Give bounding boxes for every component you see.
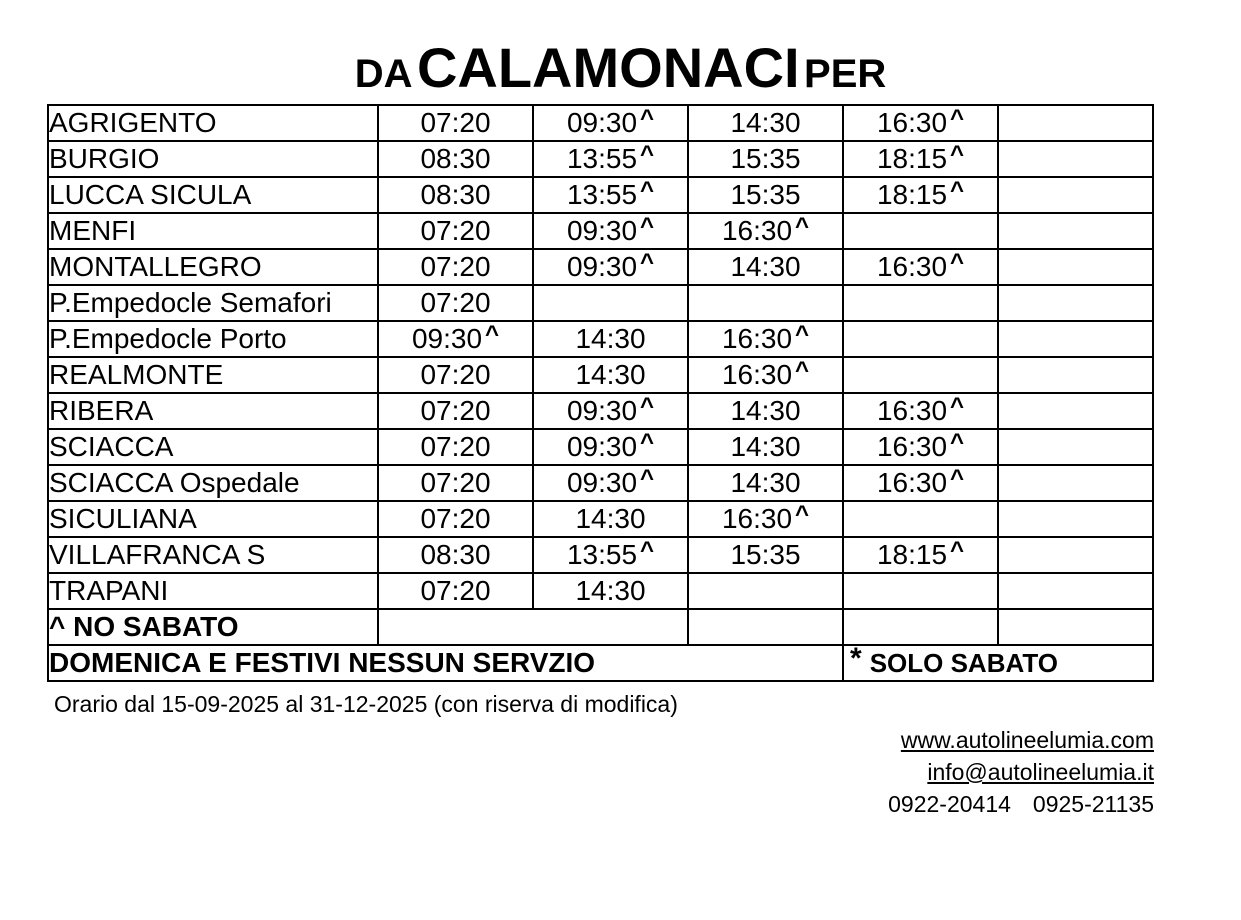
no-saturday-marker: ^	[795, 357, 810, 384]
departure-time: 09:30	[411, 323, 483, 354]
departure-time-cell	[378, 321, 533, 357]
departure-time: 16:30	[721, 503, 793, 534]
departure-time: 07:20	[420, 287, 491, 318]
departure-time-cell	[533, 501, 688, 537]
departure-time-cell	[688, 429, 843, 465]
table-row	[48, 465, 1153, 501]
page-title	[0, 36, 1241, 99]
table-row	[48, 357, 1153, 393]
departure-time-cell	[378, 465, 533, 501]
departure-time-cell	[533, 429, 688, 465]
departure-time-cell	[533, 393, 688, 429]
departure-time: 07:20	[420, 395, 491, 426]
departure-time: 07:20	[420, 467, 491, 498]
departure-time: 09:30	[566, 251, 638, 282]
departure-time: 16:30	[876, 431, 948, 462]
destination-cell: MONTALLEGRO	[48, 249, 378, 285]
departure-time: 16:30	[876, 251, 948, 282]
empty-cell	[998, 609, 1153, 645]
departure-time-cell	[843, 177, 998, 213]
departure-time-cell	[998, 573, 1153, 609]
departure-time-cell	[688, 501, 843, 537]
departure-time-cell	[843, 573, 998, 609]
no-saturday-marker: ^	[640, 141, 655, 168]
departure-time: 07:20	[420, 359, 491, 390]
departure-time: 09:30	[566, 431, 638, 462]
departure-time: 14:30	[575, 323, 646, 354]
departure-time-cell	[843, 393, 998, 429]
departure-time-cell	[688, 465, 843, 501]
departure-time: 16:30	[721, 215, 793, 246]
departure-time-cell	[843, 357, 998, 393]
departure-time: 16:30	[721, 323, 793, 354]
departure-time-cell	[843, 501, 998, 537]
phone-numbers	[888, 788, 1154, 820]
departure-time: 16:30	[876, 395, 948, 426]
departure-time-cell	[378, 573, 533, 609]
destination-cell: MENFI	[48, 213, 378, 249]
departure-time-cell	[378, 429, 533, 465]
no-saturday-marker: ^	[485, 321, 500, 348]
table-row	[48, 393, 1153, 429]
destination-cell: SCIACCA Ospedale	[48, 465, 378, 501]
phone-number: 0922-20414	[888, 791, 1011, 817]
table-row	[48, 573, 1153, 609]
table-row	[48, 429, 1153, 465]
title-town: CALAMONACI	[416, 36, 800, 99]
destination-cell: AGRIGENTO	[48, 105, 378, 141]
destination-cell: BURGIO	[48, 141, 378, 177]
departure-time: 13:55	[566, 179, 638, 210]
departure-time: 14:30	[730, 107, 801, 138]
departure-time-cell	[843, 465, 998, 501]
departure-time-cell	[998, 537, 1153, 573]
departure-time: 14:30	[575, 359, 646, 390]
departure-time-cell	[998, 429, 1153, 465]
departure-time-cell	[688, 213, 843, 249]
email-link[interactable]: info@autolineelumia.it	[927, 759, 1154, 785]
table-row	[48, 249, 1153, 285]
departure-time-cell	[378, 537, 533, 573]
departure-time-cell	[998, 213, 1153, 249]
departure-time: 07:20	[420, 431, 491, 462]
timetable	[47, 104, 1154, 682]
departure-time-cell	[533, 357, 688, 393]
departure-time-cell	[843, 249, 998, 285]
no-saturday-marker: ^	[795, 321, 810, 348]
departure-time: 14:30	[575, 503, 646, 534]
website-link[interactable]: www.autolineelumia.com	[900, 727, 1154, 753]
title-prefix: DA	[354, 52, 413, 96]
saturday-only-label: SOLO SABATO	[869, 648, 1058, 678]
departure-time-cell	[533, 213, 688, 249]
departure-time: 07:20	[420, 503, 491, 534]
departure-time-cell	[378, 177, 533, 213]
departure-time: 09:30	[566, 215, 638, 246]
no-saturday-legend: ^ NO SABATO	[48, 609, 378, 645]
no-saturday-marker: ^	[640, 213, 655, 240]
departure-time-cell	[378, 501, 533, 537]
departure-time: 18:15	[876, 179, 948, 210]
departure-time-cell	[843, 285, 998, 321]
departure-time: 18:15	[876, 539, 948, 570]
departure-time-cell	[533, 105, 688, 141]
no-saturday-marker: ^	[950, 429, 965, 456]
empty-cell	[843, 609, 998, 645]
table-row	[48, 321, 1153, 357]
empty-cell	[378, 609, 688, 645]
departure-time-cell	[688, 357, 843, 393]
destination-cell: P.Empedocle Semafori	[48, 285, 378, 321]
table-row	[48, 141, 1153, 177]
departure-time: 08:30	[420, 539, 491, 570]
empty-cell	[688, 609, 843, 645]
departure-time: 16:30	[876, 107, 948, 138]
departure-time-cell	[998, 465, 1153, 501]
timetable-body	[48, 105, 1153, 681]
no-saturday-marker: ^	[640, 105, 655, 132]
departure-time: 15:35	[730, 539, 801, 570]
table-row	[48, 105, 1153, 141]
departure-time-cell	[378, 393, 533, 429]
departure-time-cell	[843, 105, 998, 141]
no-saturday-marker: ^	[795, 501, 810, 528]
departure-time: 13:55	[566, 539, 638, 570]
no-saturday-marker: ^	[950, 393, 965, 420]
departure-time-cell	[688, 537, 843, 573]
star-marker: *	[850, 642, 862, 675]
departure-time-cell	[688, 321, 843, 357]
departure-time-cell	[378, 357, 533, 393]
departure-time-cell	[533, 573, 688, 609]
no-saturday-marker: ^	[950, 177, 965, 204]
destination-cell: SICULIANA	[48, 501, 378, 537]
departure-time-cell	[998, 321, 1153, 357]
departure-time-cell	[378, 141, 533, 177]
departure-time-cell	[688, 105, 843, 141]
destination-cell: P.Empedocle Porto	[48, 321, 378, 357]
departure-time-cell	[533, 141, 688, 177]
no-saturday-marker: ^	[640, 177, 655, 204]
departure-time-cell	[843, 321, 998, 357]
departure-time-cell	[378, 105, 533, 141]
departure-time-cell	[533, 465, 688, 501]
departure-time-cell	[533, 177, 688, 213]
departure-time-cell	[998, 105, 1153, 141]
departure-time: 15:35	[730, 179, 801, 210]
departure-time: 14:30	[730, 251, 801, 282]
saturday-only-note	[843, 642, 1153, 681]
departure-time: 18:15	[876, 143, 948, 174]
departure-time-cell	[998, 285, 1153, 321]
no-saturday-marker: ^	[950, 465, 965, 492]
departure-time: 13:55	[566, 143, 638, 174]
no-saturday-marker: ^	[640, 249, 655, 276]
departure-time-cell	[378, 213, 533, 249]
departure-time-cell	[378, 285, 533, 321]
no-saturday-marker: ^	[640, 465, 655, 492]
departure-time: 14:30	[730, 467, 801, 498]
phone-number: 0925-21135	[1032, 791, 1154, 817]
departure-time-cell	[688, 285, 843, 321]
departure-time: 09:30	[566, 395, 638, 426]
no-saturday-marker: ^	[640, 537, 655, 564]
no-saturday-marker: ^	[950, 105, 965, 132]
departure-time: 16:30	[876, 467, 948, 498]
destination-cell: VILLAFRANCA S	[48, 537, 378, 573]
departure-time-cell	[688, 141, 843, 177]
departure-time: 09:30	[566, 467, 638, 498]
no-saturday-marker: ^	[950, 537, 965, 564]
departure-time: 15:35	[730, 143, 801, 174]
validity-note: Orario dal 15-09-2025 al 31-12-2025 (con riserva di modifica)	[54, 691, 678, 717]
destination-cell: TRAPANI	[48, 573, 378, 609]
no-service-note: DOMENICA E FESTIVI NESSUN SERVZIO	[48, 645, 843, 681]
table-row	[48, 213, 1153, 249]
departure-time: 07:20	[420, 107, 491, 138]
departure-time: 09:30	[566, 107, 638, 138]
destination-cell: LUCCA SICULA	[48, 177, 378, 213]
departure-time-cell	[998, 141, 1153, 177]
departure-time: 16:30	[721, 359, 793, 390]
departure-time: 08:30	[420, 179, 491, 210]
departure-time-cell	[998, 501, 1153, 537]
destination-cell: SCIACCA	[48, 429, 378, 465]
departure-time-cell	[533, 537, 688, 573]
departure-time-cell	[998, 357, 1153, 393]
departure-time-cell	[378, 249, 533, 285]
departure-time-cell	[843, 537, 998, 573]
table-row	[48, 285, 1153, 321]
table-row	[48, 537, 1153, 573]
departure-time: 07:20	[420, 575, 491, 606]
no-saturday-marker: ^	[640, 429, 655, 456]
no-saturday-marker: ^	[640, 393, 655, 420]
departure-time-cell	[843, 141, 998, 177]
destination-cell: RIBERA	[48, 393, 378, 429]
no-saturday-marker: ^	[795, 213, 810, 240]
departure-time-cell	[533, 249, 688, 285]
departure-time: 07:20	[420, 215, 491, 246]
departure-time-cell	[998, 177, 1153, 213]
departure-time-cell	[998, 393, 1153, 429]
departure-time-cell	[688, 177, 843, 213]
destination-cell: REALMONTE	[48, 357, 378, 393]
departure-time-cell	[688, 249, 843, 285]
footer-row	[48, 645, 1153, 681]
departure-time-cell	[843, 213, 998, 249]
title-suffix: PER	[804, 52, 887, 96]
departure-time-cell	[998, 249, 1153, 285]
departure-time: 14:30	[730, 395, 801, 426]
no-saturday-marker: ^	[950, 249, 965, 276]
departure-time: 14:30	[730, 431, 801, 462]
departure-time: 08:30	[420, 143, 491, 174]
departure-time-cell	[843, 429, 998, 465]
contacts	[888, 724, 1154, 820]
table-row	[48, 501, 1153, 537]
departure-time: 14:30	[575, 575, 646, 606]
departure-time-cell	[688, 393, 843, 429]
departure-time-cell	[688, 573, 843, 609]
departure-time: 07:20	[420, 251, 491, 282]
no-saturday-marker: ^	[950, 141, 965, 168]
legend-row	[48, 609, 1153, 645]
table-row	[48, 177, 1153, 213]
departure-time-cell	[533, 321, 688, 357]
departure-time-cell	[533, 285, 688, 321]
